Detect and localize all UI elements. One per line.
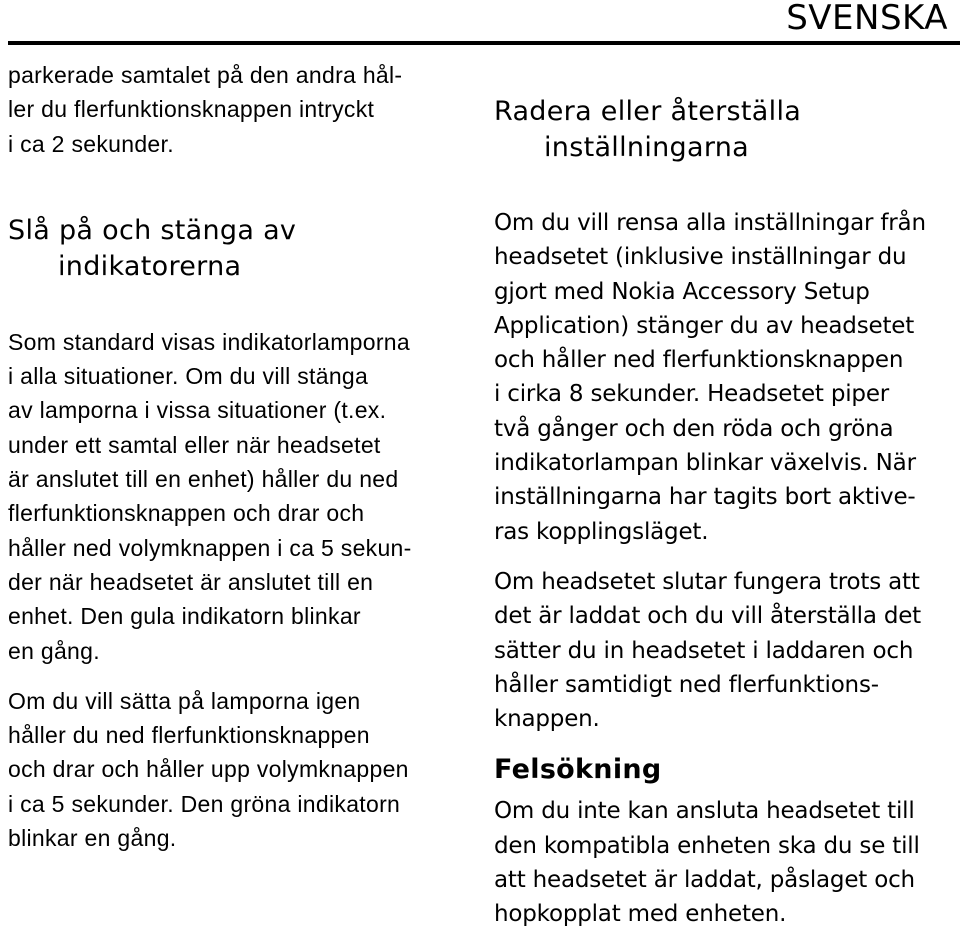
heading-reset-line1: Radera eller återställa bbox=[494, 96, 802, 127]
heading-troubleshooting: Felsökning bbox=[494, 754, 662, 786]
paragraph-troubleshooting: Om du inte kan ansluta headsetet till den kompatibla enheten ska du se till att headsetet är laddat, påslaget och hopkopplat med enheten. bbox=[494, 798, 920, 928]
left-column bbox=[8, 58, 478, 871]
paragraph-indicators-off: Som standard visas indikatorlamporna i alla situationer. Om du vill stänga av lamporna i vissa situationer (t.ex. under ett samtal eller när headsetet är anslutet till en enhet) håller du ned flerfunktionsknappen och drar och håller ned volymknappen i ca 5 sekun- der när headsetet är anslutet till en enhet. Den gula indikatorn blinkar en gång. bbox=[8, 328, 412, 664]
right-column bbox=[494, 58, 954, 948]
heading-reset-settings bbox=[494, 58, 954, 202]
language-header: SVENSKA bbox=[786, 0, 948, 38]
paragraph-clear-settings: Om du vill rensa alla inställningar från headsetet (inklusive inställningar du gjort med Nokia Accessory Setup Application) stänger du av headsetet och håller ned flerfunktionsknappen i cirka 8 sekunder. Headsetet piper två gånger och den röda och gröna indikatorlampan blinkar växelvis. När inställningarna har tagits bort aktive- ras kopplingsläget. bbox=[494, 210, 926, 545]
heading-reset-line2: inställningarna bbox=[544, 132, 750, 163]
paragraph-indicators-on: Om du vill sätta på lamporna igen håller du ned flerfunktionsknappen och drar och håller upp volymknappen i ca 5 sekunder. Den gröna indikatorn blinkar en gång. bbox=[8, 687, 409, 852]
heading-indicators bbox=[8, 177, 478, 321]
paragraph-parking-call: parkerade samtalet på den andra hål- ler du flerfunktionsknappen intryckt i ca 2 sekunder. bbox=[8, 62, 403, 157]
paragraph-restore-headset: Om headsetet slutar fungera trots att det är laddat och du vill återställa det sätter du in headsetet i laddaren och håller samtidigt ned flerfunktions- knappen. bbox=[494, 568, 922, 733]
header-divider bbox=[8, 41, 960, 45]
heading-indicators-line1: Slå på och stänga av bbox=[8, 214, 297, 246]
heading-indicators-line2: indikatorerna bbox=[58, 250, 242, 282]
